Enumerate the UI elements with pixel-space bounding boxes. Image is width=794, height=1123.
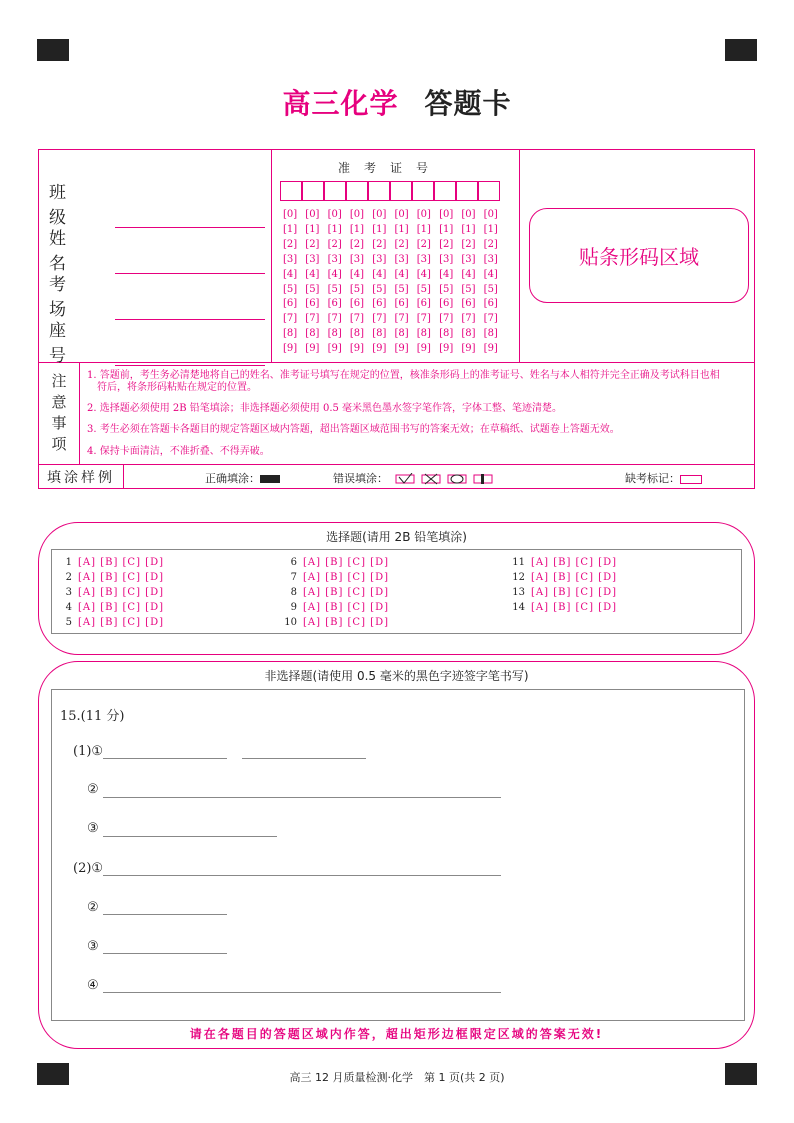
admission-digit-bubble[interactable]: [7]	[416, 313, 431, 325]
free-response-title: 非选择题(请使用 0.5 毫米的黑色字迹签字笔书写)	[264, 669, 529, 683]
admission-digit-bubble[interactable]: [1]	[483, 223, 498, 235]
absent-mark[interactable]: 缺考标记：	[625, 470, 702, 486]
title-subject: 高三化学	[282, 87, 399, 120]
admission-digit-bubble[interactable]: [2]	[305, 238, 320, 250]
mc-question-number: 12	[512, 572, 525, 583]
notice-item: 4. 保持卡面清洁，不准折叠、不得弄破。	[87, 445, 270, 457]
mc-question-number: 2	[65, 572, 72, 583]
admission-digit-row[interactable]	[283, 223, 506, 238]
title-card: 答题卡	[424, 87, 512, 120]
admission-digit-bubble[interactable]: [5]	[483, 283, 498, 295]
mc-question-number: 13	[512, 587, 525, 598]
admission-digit-bubble[interactable]: [7]	[283, 313, 298, 325]
answer-area-warning: 请在各题目的答题区域内作答，超出矩形边框限定区域的答案无效!	[189, 1027, 604, 1041]
page-title	[0, 82, 794, 122]
admission-digit-bubble[interactable]: [9]	[461, 343, 476, 355]
admission-digit-bubble[interactable]: [5]	[439, 283, 454, 295]
admission-digit-bubble[interactable]: [7]	[461, 313, 476, 325]
admission-digit-bubble[interactable]: [6]	[305, 298, 320, 310]
admission-digit-grid[interactable]	[283, 208, 506, 357]
name-field[interactable]: 姓 名	[49, 224, 265, 274]
registration-mark-top-left	[37, 39, 69, 61]
registration-mark-top-right	[725, 39, 757, 61]
admission-digit-bubble[interactable]: [7]	[327, 313, 342, 325]
admission-digit-bubble[interactable]: [0]	[305, 209, 320, 220]
notice-item: 符后，将条形码粘贴在规定的位置。	[97, 381, 257, 393]
admission-digit-bubble[interactable]: [6]	[372, 298, 387, 310]
correct-fill-example: 正确填涂：	[205, 470, 280, 486]
admission-digit-bubble[interactable]: [4]	[483, 268, 498, 280]
barcode-area: 贴条形码区域	[529, 208, 749, 303]
admission-digit-bubble[interactable]: [0]	[461, 209, 476, 220]
answer-label: (2)①	[73, 861, 104, 876]
admission-digit-bubble[interactable]: [3]	[416, 253, 431, 265]
admission-digit-bubble[interactable]: [3]	[483, 253, 498, 265]
admission-digit-bubble[interactable]: [1]	[461, 223, 476, 235]
mc-options[interactable]: [A] [B] [C] [D]	[531, 587, 617, 598]
admission-digit-row[interactable]	[283, 283, 506, 298]
mc-question-number: 8	[290, 587, 297, 598]
mc-question-number: 7	[290, 572, 297, 583]
admission-digit-bubble[interactable]: [1]	[327, 223, 342, 235]
admission-digit-bubble[interactable]: [0]	[416, 209, 431, 220]
admission-digit-bubble[interactable]: [3]	[394, 253, 409, 265]
class-field[interactable]: 班 级	[49, 178, 265, 228]
mc-question-number: 4	[65, 602, 72, 613]
admission-digit-bubble[interactable]: [1]	[349, 223, 365, 235]
question-15-label: 15.(11 分)	[60, 709, 125, 724]
mc-question-number: 14	[512, 602, 525, 613]
admission-digit-bubble[interactable]: [7]	[372, 313, 387, 325]
mc-question[interactable]	[54, 600, 164, 615]
admission-digit-bubble[interactable]: [0]	[394, 209, 409, 220]
exam-room-field[interactable]: 考 场	[49, 270, 265, 320]
answer-label: (1)①	[73, 744, 104, 759]
admission-digit-bubble[interactable]: [9]	[305, 343, 320, 355]
mc-question[interactable]	[279, 615, 389, 630]
mc-question[interactable]	[54, 615, 164, 630]
mc-options[interactable]: [A] [B] [C] [D]	[78, 557, 164, 568]
mc-question[interactable]	[507, 600, 617, 615]
admission-digit-bubble[interactable]: [2]	[372, 238, 387, 250]
mc-question-number: 1	[65, 557, 72, 568]
admission-digit-bubble[interactable]: [8]	[372, 328, 387, 340]
mc-options[interactable]: [A] [B] [C] [D]	[78, 572, 164, 583]
admission-digit-bubble[interactable]: [4]	[372, 268, 387, 280]
admission-digit-bubble[interactable]: [9]	[372, 343, 387, 355]
admission-digit-bubble[interactable]: [5]	[394, 283, 409, 295]
admission-digit-bubble[interactable]: [6]	[349, 298, 365, 310]
admission-digit-bubble[interactable]: [5]	[305, 283, 320, 295]
page-footer: 高三 12 月质量检测·化学 第 1 页(共 2 页)	[289, 1071, 505, 1084]
admission-digit-bubble[interactable]: [8]	[283, 328, 298, 340]
admission-digit-bubble[interactable]: [9]	[483, 343, 498, 355]
header-panel	[38, 149, 755, 489]
admission-digit-bubble[interactable]: [9]	[394, 343, 409, 355]
mc-question-number: 10	[284, 617, 297, 628]
notice-item: 1. 答题前，考生务必清楚地将自己的姓名、准考证号填写在规定的位置，核准条形码上的准考证号、姓名与本人相符并完全正确及考试科目也相	[87, 370, 720, 381]
answer-label: ③	[87, 939, 99, 954]
admission-digit-bubble[interactable]: [9]	[283, 343, 298, 355]
admission-digit-bubble[interactable]: [9]	[327, 343, 342, 355]
mc-question[interactable]	[507, 555, 617, 570]
admission-digit-bubble[interactable]: [2]	[483, 238, 498, 250]
mc-question-number: 9	[290, 602, 297, 613]
admission-digit-bubble[interactable]: [5]	[349, 283, 365, 295]
wrong-fill-marks-icon	[392, 473, 502, 485]
mc-column	[54, 555, 164, 630]
admission-digit-bubble[interactable]: [0]	[283, 209, 298, 220]
admission-digit-bubble[interactable]: [4]	[461, 268, 476, 280]
admission-digit-bubble[interactable]: [2]	[416, 238, 431, 250]
mc-options[interactable]: [A] [B] [C] [D]	[303, 617, 389, 628]
mc-question[interactable]	[507, 585, 617, 600]
mc-question[interactable]	[279, 555, 389, 570]
admission-digit-bubble[interactable]: [6]	[483, 298, 498, 310]
mc-options[interactable]: [A] [B] [C] [D]	[303, 602, 389, 613]
wrong-fill-example: 错误填涂：	[333, 470, 502, 486]
admission-digit-bubble[interactable]: [0]	[372, 209, 387, 220]
mc-question[interactable]	[507, 570, 617, 585]
admission-digit-bubble[interactable]: [2]	[349, 238, 365, 250]
admission-digit-bubble[interactable]: [4]	[305, 268, 320, 280]
admission-digit-bubble[interactable]: [5]	[372, 283, 387, 295]
fill-example-row	[39, 464, 754, 489]
multiple-choice-section	[38, 522, 755, 655]
admission-digit-bubble[interactable]: [4]	[327, 268, 342, 280]
admission-digit-bubble[interactable]: [8]	[461, 328, 476, 340]
admission-digit-bubble[interactable]: [2]	[439, 238, 454, 250]
admission-digit-bubble[interactable]: [1]	[394, 223, 409, 235]
admission-digit-bubble[interactable]: [2]	[327, 238, 342, 250]
mc-options[interactable]: [A] [B] [C] [D]	[78, 617, 164, 628]
mc-column	[507, 555, 617, 615]
fill-example-label: 填涂样例	[47, 469, 115, 486]
mc-question-number: 5	[65, 617, 72, 628]
admission-digit-bubble[interactable]: [1]	[305, 223, 320, 235]
admission-digit-row[interactable]	[283, 268, 506, 283]
admission-digit-bubble[interactable]: [3]	[283, 253, 298, 265]
admission-digit-bubble[interactable]: [4]	[349, 268, 365, 280]
answer-label: ②	[87, 900, 99, 915]
mc-question[interactable]	[54, 555, 164, 570]
mc-options[interactable]: [A] [B] [C] [D]	[531, 602, 617, 613]
mc-question[interactable]	[279, 600, 389, 615]
admission-digit-row[interactable]	[283, 253, 506, 268]
admission-digit-bubble[interactable]: [9]	[349, 343, 365, 355]
admission-digit-bubble[interactable]: [8]	[483, 328, 498, 340]
answer-label: ②	[87, 782, 99, 797]
admission-number-title: 准考证号	[337, 161, 442, 175]
admission-digit-bubble[interactable]: [0]	[483, 209, 498, 220]
admission-digit-row[interactable]	[283, 297, 506, 312]
admission-digit-bubble[interactable]: [1]	[372, 223, 387, 235]
admission-digit-bubble[interactable]: [3]	[305, 253, 320, 265]
admission-digit-bubble[interactable]: [8]	[394, 328, 409, 340]
answer-label: ③	[87, 821, 99, 836]
admission-digit-bubble[interactable]: [8]	[349, 328, 365, 340]
multiple-choice-title: 选择题(请用 2B 铅笔填涂)	[326, 530, 467, 544]
admission-digit-bubble[interactable]: [6]	[439, 298, 454, 310]
admission-digit-bubble[interactable]: [6]	[461, 298, 476, 310]
admission-digit-bubble[interactable]: [7]	[349, 313, 365, 325]
admission-number-boxes[interactable]	[280, 181, 500, 201]
admission-digit-bubble[interactable]: [9]	[439, 343, 454, 355]
admission-digit-bubble[interactable]: [1]	[439, 223, 454, 235]
admission-digit-bubble[interactable]: [8]	[439, 328, 454, 340]
mc-options[interactable]: [A] [B] [C] [D]	[303, 572, 389, 583]
admission-digit-bubble[interactable]: [7]	[305, 313, 320, 325]
admission-digit-bubble[interactable]: [0]	[349, 209, 365, 220]
admission-digit-bubble[interactable]: [8]	[416, 328, 431, 340]
free-response-section	[38, 661, 755, 1049]
admission-digit-bubble[interactable]: [0]	[439, 209, 454, 220]
admission-digit-bubble[interactable]: [6]	[416, 298, 431, 310]
mc-question[interactable]	[54, 585, 164, 600]
admission-digit-bubble[interactable]: [0]	[327, 209, 342, 220]
mc-question-number: 3	[65, 587, 72, 598]
notice-item: 3. 考生必须在答题卡各题目的规定答题区域内答题，超出答题区域范围书写的答案无效；在草稿纸、试题卷上答题无效。	[87, 424, 620, 435]
admission-digit-bubble[interactable]: [4]	[394, 268, 409, 280]
multiple-choice-box	[51, 549, 742, 634]
admission-digit-row[interactable]	[283, 312, 506, 327]
mc-options[interactable]: [A] [B] [C] [D]	[78, 587, 164, 598]
admission-digit-bubble[interactable]: [1]	[283, 223, 298, 235]
admission-digit-bubble[interactable]: [4]	[283, 268, 298, 280]
mc-options[interactable]: [A] [B] [C] [D]	[531, 557, 617, 568]
admission-digit-bubble[interactable]: [7]	[439, 313, 454, 325]
admission-digit-bubble[interactable]: [5]	[283, 283, 298, 295]
admission-digit-bubble[interactable]: [5]	[416, 283, 431, 295]
admission-digit-bubble[interactable]: [1]	[416, 223, 431, 235]
admission-digit-bubble[interactable]: [6]	[283, 298, 298, 310]
answer-label: ④	[87, 978, 99, 993]
admission-digit-row[interactable]	[283, 327, 506, 342]
admission-digit-bubble[interactable]: [8]	[305, 328, 320, 340]
mc-options[interactable]: [A] [B] [C] [D]	[303, 557, 389, 568]
notice-list	[87, 365, 751, 462]
seat-number-field[interactable]: 座 号	[49, 316, 265, 366]
admission-digit-bubble[interactable]: [4]	[416, 268, 431, 280]
mc-question[interactable]	[279, 570, 389, 585]
admission-digit-bubble[interactable]: [8]	[327, 328, 342, 340]
admission-digit-bubble[interactable]: [3]	[461, 253, 476, 265]
admission-digit-row[interactable]	[283, 238, 506, 253]
admission-digit-bubble[interactable]: [2]	[394, 238, 409, 250]
admission-digit-bubble[interactable]: [3]	[349, 253, 365, 265]
admission-digit-bubble[interactable]: [3]	[439, 253, 454, 265]
mc-options[interactable]: [A] [B] [C] [D]	[531, 572, 617, 583]
notice-item: 2. 选择题必须使用 2B 铅笔填涂；非选择题必须使用 0.5 毫米黑色墨水签字笔作答，字体工整、笔迹清楚。	[87, 402, 563, 414]
admission-digit-bubble[interactable]: [5]	[327, 283, 342, 295]
admission-digit-bubble[interactable]: [6]	[394, 298, 409, 310]
notice-label: 注 意 事 项	[51, 372, 67, 453]
mc-question-number: 6	[290, 557, 297, 568]
admission-digit-bubble[interactable]: [2]	[461, 238, 476, 250]
mc-question[interactable]	[279, 585, 389, 600]
admission-digit-bubble[interactable]: [7]	[394, 313, 409, 325]
admission-digit-bubble[interactable]: [2]	[283, 238, 298, 250]
mc-question-number: 11	[512, 557, 525, 568]
admission-digit-bubble[interactable]: [7]	[483, 313, 498, 325]
admission-digit-bubble[interactable]: [3]	[372, 253, 387, 265]
admission-digit-bubble[interactable]: [9]	[416, 343, 431, 355]
mc-column	[279, 555, 389, 630]
answer-box[interactable]	[51, 689, 745, 1021]
admission-digit-bubble[interactable]: [5]	[461, 283, 476, 295]
admission-digit-bubble[interactable]: [6]	[327, 298, 342, 310]
admission-digit-row[interactable]	[283, 342, 506, 357]
mc-options[interactable]: [A] [B] [C] [D]	[303, 587, 389, 598]
admission-digit-bubble[interactable]: [3]	[327, 253, 342, 265]
mc-options[interactable]: [A] [B] [C] [D]	[78, 602, 164, 613]
mc-question[interactable]	[54, 570, 164, 585]
admission-digit-row[interactable]	[283, 208, 506, 223]
admission-digit-bubble[interactable]: [4]	[439, 268, 454, 280]
